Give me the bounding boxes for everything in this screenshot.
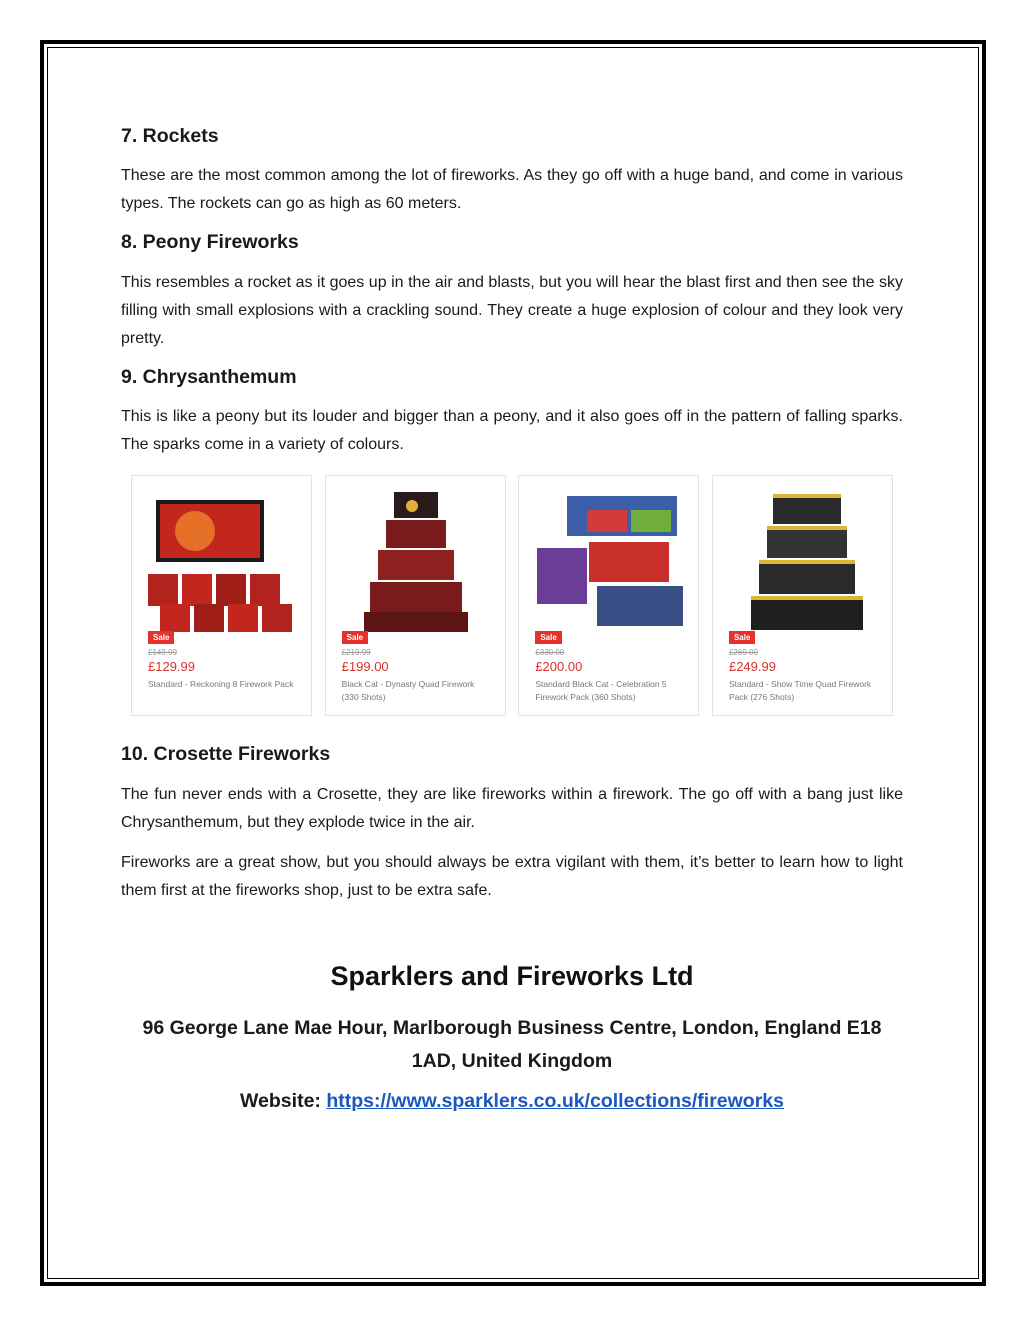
sale-badge: Sale (148, 631, 174, 644)
section-paragraph: The fun never ends with a Crosette, they are like fireworks within a firework. The go off with a bang just like Chrysanthemum, but they explode twice in the air. (121, 785, 903, 831)
product-name: Black Cat - Dynasty Quad Firework (330 Shots) (341, 679, 475, 703)
section-paragraph: This is like a peony but its louder and bigger than a peony, and it also goes off in the pattern of falling sparks. The sparks come in a variety of colours. (121, 408, 903, 454)
address-line-1: 96 George Lane Mae Hour, Marlborough Business Centre, London, England E18 (142, 1016, 882, 1039)
website-link[interactable]: https://www.sparklers.co.uk/collections/fireworks (326, 1089, 784, 1112)
section-heading: 7. Rockets (121, 125, 219, 147)
sale-badge: Sale (342, 631, 368, 644)
old-price: £269.00 (728, 648, 758, 658)
section-rockets (121, 124, 903, 218)
firework-box-photo (334, 486, 497, 634)
section-heading: 9. Chrysanthemum (121, 365, 297, 388)
section-paragraph: This resembles a rocket as it goes up in the air and blasts, but you will hear the blast first and then see the sky filling with small explosions with a crackling sound. They create a huge explosion of colour and they look very pretty. (121, 273, 903, 347)
old-price: £330.00 (535, 648, 565, 658)
product-name: Standard - Show Time Quad Firework Pack (276 Shots) (728, 679, 872, 703)
old-price: £149.99 (148, 648, 177, 658)
product-card (712, 475, 893, 716)
price: £199.00 (341, 659, 389, 675)
price: £200.00 (535, 659, 583, 675)
firework-box-photo (140, 486, 303, 634)
product-card (325, 475, 506, 716)
price: £249.99 (728, 659, 776, 675)
price: £129.99 (148, 659, 195, 675)
address-line-2: 1AD, United Kingdom (411, 1049, 613, 1072)
firework-box-photo (527, 486, 690, 634)
company-address (121, 1012, 903, 1078)
company-name: Sparklers and Fireworks Ltd (330, 960, 694, 991)
firework-box-photo (721, 486, 884, 634)
product-name: Standard Black Cat - Celebration 5 Firework Pack (360 Shots) (535, 679, 667, 703)
product-card (131, 475, 312, 716)
document-body (121, 120, 903, 1113)
website-line (121, 1090, 903, 1113)
section-crosette (121, 742, 903, 904)
old-price: £219.99 (341, 648, 371, 658)
section-heading: 8. Peony Fireworks (121, 231, 299, 254)
section-heading: 10. Crosette Fireworks (121, 743, 331, 766)
section-paragraph: These are the most common among the lot of fireworks. As they go off with a huge band, and come in various types. The rockets can go as high as 60 meters. (121, 167, 903, 213)
sale-badge: Sale (729, 631, 755, 644)
product-name: Standard - Reckoning 8 Firework Pack (148, 679, 294, 690)
product-image-strip (131, 475, 893, 716)
section-peony (121, 230, 903, 352)
product-card (518, 475, 699, 716)
section-paragraph: Fireworks are a great show, but you should always be extra vigilant with them, it’s better to learn how to light them first at the fireworks shop, just to be extra safe. (121, 853, 903, 899)
section-chrysanthemum (121, 365, 903, 459)
website-label: Website: (240, 1089, 327, 1112)
sale-badge: Sale (535, 631, 561, 644)
